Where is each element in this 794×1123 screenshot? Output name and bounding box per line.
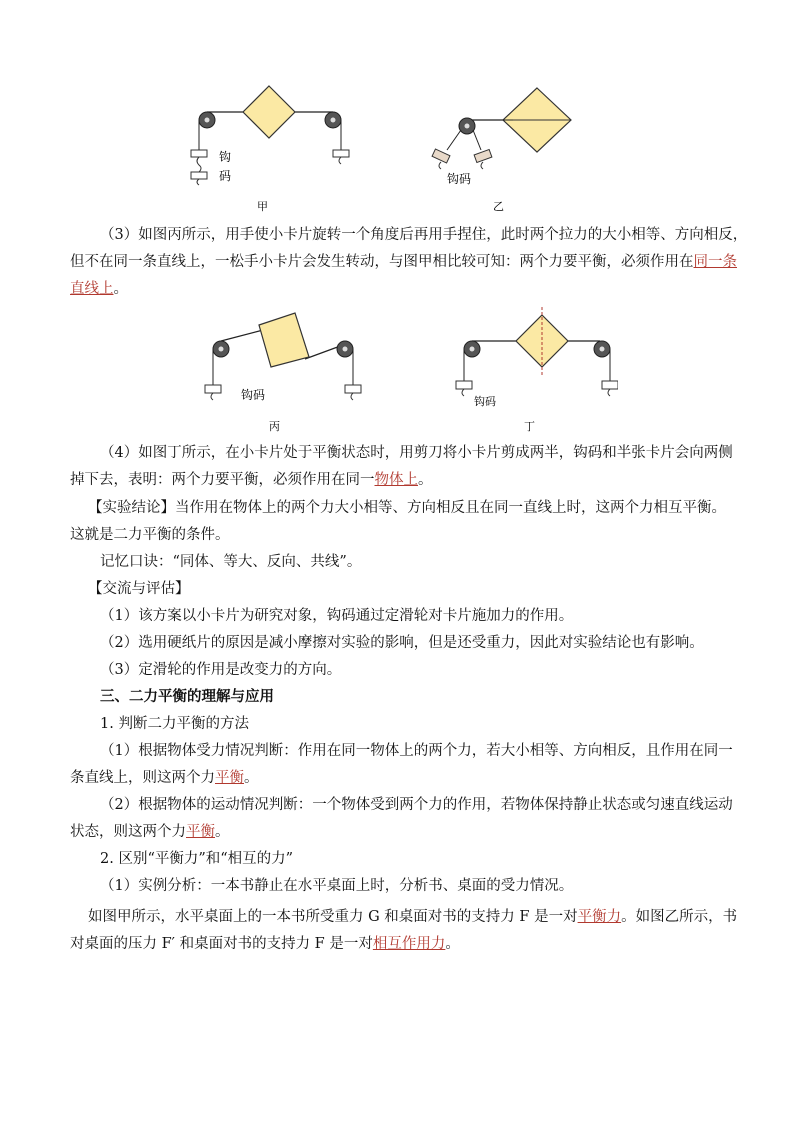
figure-yi xyxy=(425,80,585,215)
subsection-1: 1. 判断二力平衡的方法 xyxy=(100,716,249,732)
figure-caption: 甲 xyxy=(257,200,268,213)
subsection-2: 2. 区别“平衡力”和“相互的力” xyxy=(100,851,294,867)
figure-ding xyxy=(448,305,618,435)
example-intro: （1）实例分析：一本书静止在水平桌面上时，分析书、桌面的受力情况。 xyxy=(100,878,574,894)
punct: 。 xyxy=(215,824,230,840)
answer-blank: 物体上 xyxy=(374,472,418,488)
p3-line-3 xyxy=(0,279,794,299)
figure-caption: 乙 xyxy=(493,200,504,213)
p3-text: 但不在同一条直线上，一松手小卡片会发生转动，与图甲相比较可知：两个力要平衡，必须作用在 xyxy=(70,254,694,270)
text: 状态，则这两个力 xyxy=(70,824,186,840)
answer-blank: 平衡 xyxy=(215,770,244,786)
text: 如图甲所示，水平桌面上的一本书所受重力 G 和桌面对书的支持力 F 是一对 xyxy=(88,909,578,925)
punct: 。 xyxy=(418,472,433,488)
weight-label: 钩码 xyxy=(474,395,496,408)
example-line-2 xyxy=(0,934,794,954)
figure-caption: 丁 xyxy=(524,420,535,433)
weight-label: 钩 xyxy=(219,150,232,164)
text: 。如图乙所示，书 xyxy=(621,909,738,925)
p3-line-1: （3）如图丙所示，用手使小卡片旋转一个角度后再用手捏住，此时两个拉力的大小相等、方向相反， xyxy=(100,227,748,243)
evaluation-item-3: （3）定滑轮的作用是改变力的方向。 xyxy=(100,662,342,678)
evaluation-heading: 【交流与评估】 xyxy=(88,581,190,597)
method-1-line-2 xyxy=(0,768,794,788)
answer-blank: 直线上 xyxy=(70,281,114,297)
punct: 。 xyxy=(113,281,128,297)
weight-label: 码 xyxy=(219,169,232,183)
method-2-line-1: （2）根据物体的运动情况判断：一个物体受到两个力的作用，若物体保持静止状态或匀速直线运动 xyxy=(100,797,733,813)
text: 条直线上，则这两个力 xyxy=(70,770,215,786)
answer-blank: 平衡 xyxy=(186,824,215,840)
weight-label: 钩码 xyxy=(241,388,266,402)
weight-label: 钩码 xyxy=(447,172,472,186)
p4-line-1: （4）如图丁所示，在小卡片处于平衡状态时，用剪刀将小卡片剪成两半，钩码和半张卡片会向两侧 xyxy=(100,445,733,461)
figure-bing xyxy=(195,305,365,435)
answer-blank: 同一条 xyxy=(693,254,737,270)
mnemonic: 记忆口诀：“同体、等大、反向、共线”。 xyxy=(100,554,362,570)
answer-blank: 平衡力 xyxy=(577,909,622,925)
p4-line-2 xyxy=(0,470,794,490)
p3-line-2 xyxy=(0,252,794,272)
punct: 。 xyxy=(445,936,460,952)
example-line-1 xyxy=(0,907,794,927)
method-2-line-2 xyxy=(0,822,794,842)
answer-blank: 相互作用力 xyxy=(372,936,446,952)
evaluation-item-1: （1）该方案以小卡片为研究对象，钩码通过定滑轮对卡片施加力的作用。 xyxy=(100,608,574,624)
conclusion-line-2: 这就是二力平衡的条件。 xyxy=(70,527,230,543)
section-heading: 三、二力平衡的理解与应用 xyxy=(100,688,274,705)
figure-caption: 丙 xyxy=(269,420,280,433)
punct: 。 xyxy=(244,770,259,786)
p4-text: 掉下去，表明：两个力要平衡，必须作用在同一 xyxy=(70,472,375,488)
method-1-line-1: （1）根据物体受力情况判断：作用在同一物体上的两个力，若大小相等、方向相反，且作用在同一 xyxy=(100,743,733,759)
text: 对桌面的压力 F′ 和桌面对书的支持力 F 是一对 xyxy=(70,936,373,952)
evaluation-item-2: （2）选用硬纸片的原因是减小摩擦对实验的影响，但是还受重力，因此对实验结论也有影响。 xyxy=(100,635,704,651)
conclusion-line-1: 【实验结论】当作用在物体上的两个力大小相等、方向相反且在同一直线上时，这两个力相互平衡。 xyxy=(88,500,726,516)
figure-jia xyxy=(185,80,360,215)
